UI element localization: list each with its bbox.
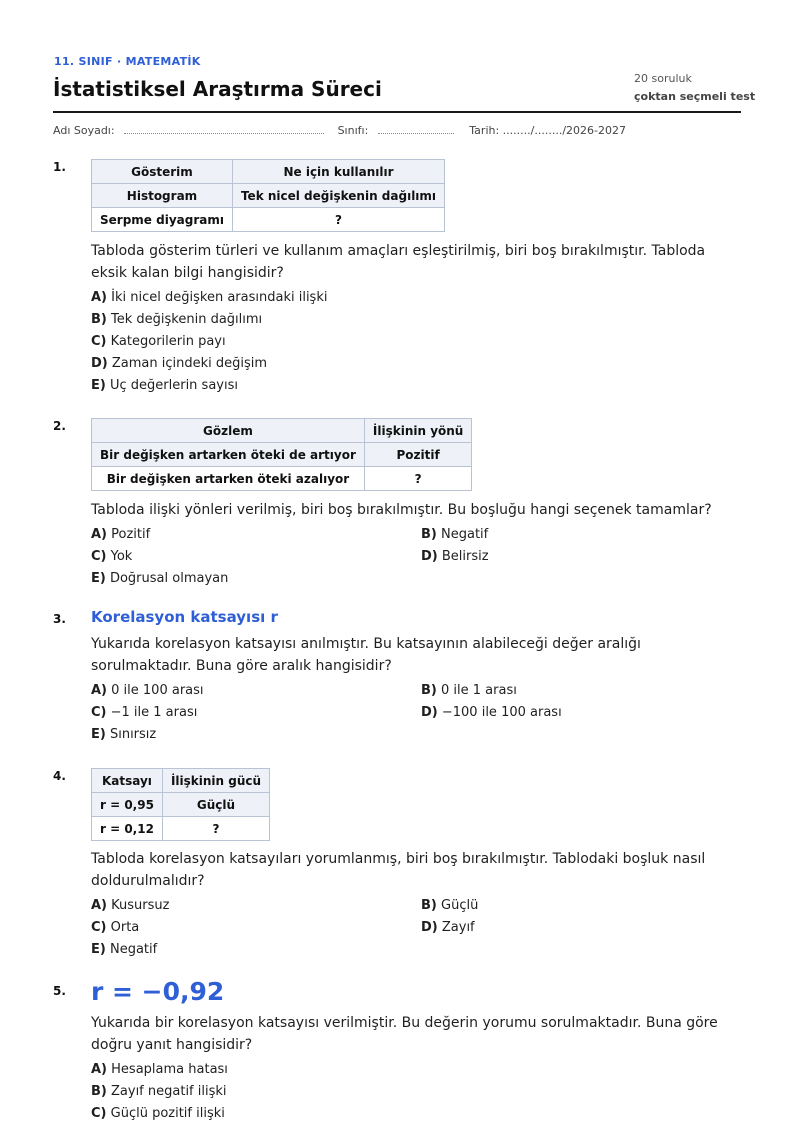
option-letter: D) bbox=[91, 356, 108, 371]
option-letter: B) bbox=[421, 683, 437, 698]
subject-kicker: 11. SINIF · MATEMATİK bbox=[54, 55, 201, 68]
question-table bbox=[91, 768, 270, 841]
question-stem: Yukarıda korelasyon katsayısı anılmıştır. Bu katsayının alabileceği değer aralığı sorulmaktadır. Buna göre aralık hangisidir? bbox=[91, 636, 641, 674]
option-a[interactable] bbox=[91, 1062, 228, 1077]
table-cell: Serpme diyagramı bbox=[92, 208, 233, 232]
option-letter: E) bbox=[91, 378, 106, 393]
question-number: 2. bbox=[53, 419, 66, 433]
page-title: İstatistiksel Araştırma Süreci bbox=[53, 77, 382, 101]
option-text: Zaman içindeki değişim bbox=[111, 356, 268, 371]
option-a[interactable] bbox=[91, 898, 169, 913]
option-letter: C) bbox=[91, 920, 107, 935]
option-letter: E) bbox=[91, 942, 106, 957]
class-label: Sınıfı: bbox=[337, 124, 369, 137]
option-text: Negatif bbox=[441, 527, 489, 542]
class-blank bbox=[378, 124, 454, 134]
option-text: Doğrusal olmayan bbox=[109, 571, 229, 586]
option-a[interactable] bbox=[91, 527, 150, 542]
question-number: 3. bbox=[53, 612, 66, 626]
option-c[interactable] bbox=[91, 1106, 225, 1121]
option-c[interactable] bbox=[91, 705, 197, 720]
name-label: Adı Soyadı: bbox=[53, 124, 115, 137]
date-label: Tarih: ......../......../2026-2027 bbox=[469, 124, 626, 137]
option-d[interactable] bbox=[421, 920, 475, 935]
question-heading: Korelasyon katsayısı r bbox=[91, 608, 278, 626]
table-cell: r = 0,95 bbox=[92, 793, 163, 817]
option-text: 0 ile 1 arası bbox=[441, 683, 517, 698]
option-d[interactable] bbox=[421, 705, 562, 720]
option-text: İki nicel değişken arasındaki ilişki bbox=[111, 290, 328, 305]
option-text: Hesaplama hatası bbox=[111, 1062, 228, 1077]
option-b[interactable] bbox=[91, 1084, 227, 1099]
option-text: Uç değerlerin sayısı bbox=[109, 378, 238, 393]
option-letter: C) bbox=[91, 1106, 107, 1121]
option-a[interactable] bbox=[91, 683, 204, 698]
option-text: Pozitif bbox=[111, 527, 151, 542]
option-letter: C) bbox=[91, 549, 107, 564]
option-e[interactable] bbox=[91, 571, 228, 586]
table-cell: ? bbox=[364, 467, 471, 491]
option-b[interactable] bbox=[91, 312, 262, 327]
option-e[interactable] bbox=[91, 942, 157, 957]
table-cell: ? bbox=[162, 817, 269, 841]
formula-display: r = −0,92 bbox=[91, 977, 225, 1006]
option-letter: A) bbox=[91, 1062, 108, 1077]
option-b[interactable] bbox=[421, 683, 517, 698]
option-text: −100 ile 100 arası bbox=[441, 705, 562, 720]
question-table bbox=[91, 418, 472, 491]
option-text: Tek değişkenin dağılımı bbox=[111, 312, 263, 327]
option-text: Güçlü pozitif ilişki bbox=[110, 1106, 225, 1121]
option-text: Negatif bbox=[109, 942, 158, 957]
option-text: Belirsiz bbox=[441, 549, 489, 564]
table-cell: Histogram bbox=[92, 184, 233, 208]
option-text: Güçlü bbox=[441, 898, 479, 913]
option-e[interactable] bbox=[91, 727, 156, 742]
option-text: Kusursuz bbox=[111, 898, 170, 913]
table-cell: Güçlü bbox=[162, 793, 269, 817]
option-text: −1 ile 1 arası bbox=[110, 705, 198, 720]
table-header: Gösterim bbox=[92, 160, 233, 184]
table-cell: r = 0,12 bbox=[92, 817, 163, 841]
student-info-row bbox=[53, 124, 753, 137]
option-text: Kategorilerin payı bbox=[110, 334, 226, 349]
option-letter: B) bbox=[421, 527, 437, 542]
question-stem: Tabloda korelasyon katsayıları yorumlanmış, biri boş bırakılmıştır. Tablodaki boşluk nasıl doldurulmalıdır? bbox=[91, 851, 706, 889]
table-header: Ne için kullanılır bbox=[232, 160, 444, 184]
option-e[interactable] bbox=[91, 378, 238, 393]
table-cell: Bir değişken artarken öteki azalıyor bbox=[92, 467, 365, 491]
question-table bbox=[91, 159, 445, 232]
option-letter: B) bbox=[421, 898, 437, 913]
question-stem: Tabloda ilişki yönleri verilmiş, biri boş bırakılmıştır. Bu boşluğu hangi seçenek tamamlar? bbox=[91, 502, 712, 518]
option-text: Zayıf negatif ilişki bbox=[111, 1084, 227, 1099]
question-count: 20 soruluk bbox=[634, 72, 692, 85]
option-c[interactable] bbox=[91, 334, 226, 349]
option-letter: E) bbox=[91, 571, 106, 586]
option-b[interactable] bbox=[421, 898, 478, 913]
option-text: Orta bbox=[110, 920, 140, 935]
option-letter: B) bbox=[91, 1084, 107, 1099]
option-letter: A) bbox=[91, 683, 108, 698]
option-c[interactable] bbox=[91, 549, 132, 564]
option-letter: B) bbox=[91, 312, 107, 327]
option-a[interactable] bbox=[91, 290, 327, 305]
option-letter: D) bbox=[421, 705, 438, 720]
header-divider bbox=[53, 111, 741, 113]
table-header: Gözlem bbox=[92, 419, 365, 443]
table-cell: Tek nicel değişkenin dağılımı bbox=[232, 184, 444, 208]
name-blank bbox=[124, 124, 324, 134]
option-b[interactable] bbox=[421, 527, 488, 542]
option-text: Sınırsız bbox=[109, 727, 157, 742]
option-letter: C) bbox=[91, 705, 107, 720]
test-type: çoktan seçmeli test bbox=[634, 90, 756, 103]
option-letter: A) bbox=[91, 898, 108, 913]
option-text: Zayıf bbox=[441, 920, 475, 935]
option-letter: E) bbox=[91, 727, 106, 742]
option-text: Yok bbox=[110, 549, 133, 564]
option-letter: A) bbox=[91, 290, 108, 305]
question-number: 5. bbox=[53, 984, 66, 998]
table-cell: ? bbox=[232, 208, 444, 232]
question-number: 4. bbox=[53, 769, 66, 783]
question-stem: Tabloda gösterim türleri ve kullanım amaçları eşleştirilmiş, biri boş bırakılmıştır. Tabloda eksik kalan bilgi hangisidir? bbox=[91, 243, 706, 281]
option-letter: A) bbox=[91, 527, 108, 542]
table-header: İlişkinin yönü bbox=[364, 419, 471, 443]
option-c[interactable] bbox=[91, 920, 139, 935]
table-header: İlişkinin gücü bbox=[162, 769, 269, 793]
option-letter: D) bbox=[421, 920, 438, 935]
option-text: 0 ile 100 arası bbox=[111, 683, 204, 698]
option-d[interactable] bbox=[91, 356, 267, 371]
option-letter: C) bbox=[91, 334, 107, 349]
table-cell: Bir değişken artarken öteki de artıyor bbox=[92, 443, 365, 467]
question-stem: Yukarıda bir korelasyon katsayısı verilmiştir. Bu değerin yorumu sorulmaktadır. Buna göre doğru yanıt hangisidir? bbox=[91, 1015, 718, 1053]
question-number: 1. bbox=[53, 160, 66, 174]
option-d[interactable] bbox=[421, 549, 489, 564]
option-letter: D) bbox=[421, 549, 438, 564]
table-cell: Pozitif bbox=[364, 443, 471, 467]
table-header: Katsayı bbox=[92, 769, 163, 793]
